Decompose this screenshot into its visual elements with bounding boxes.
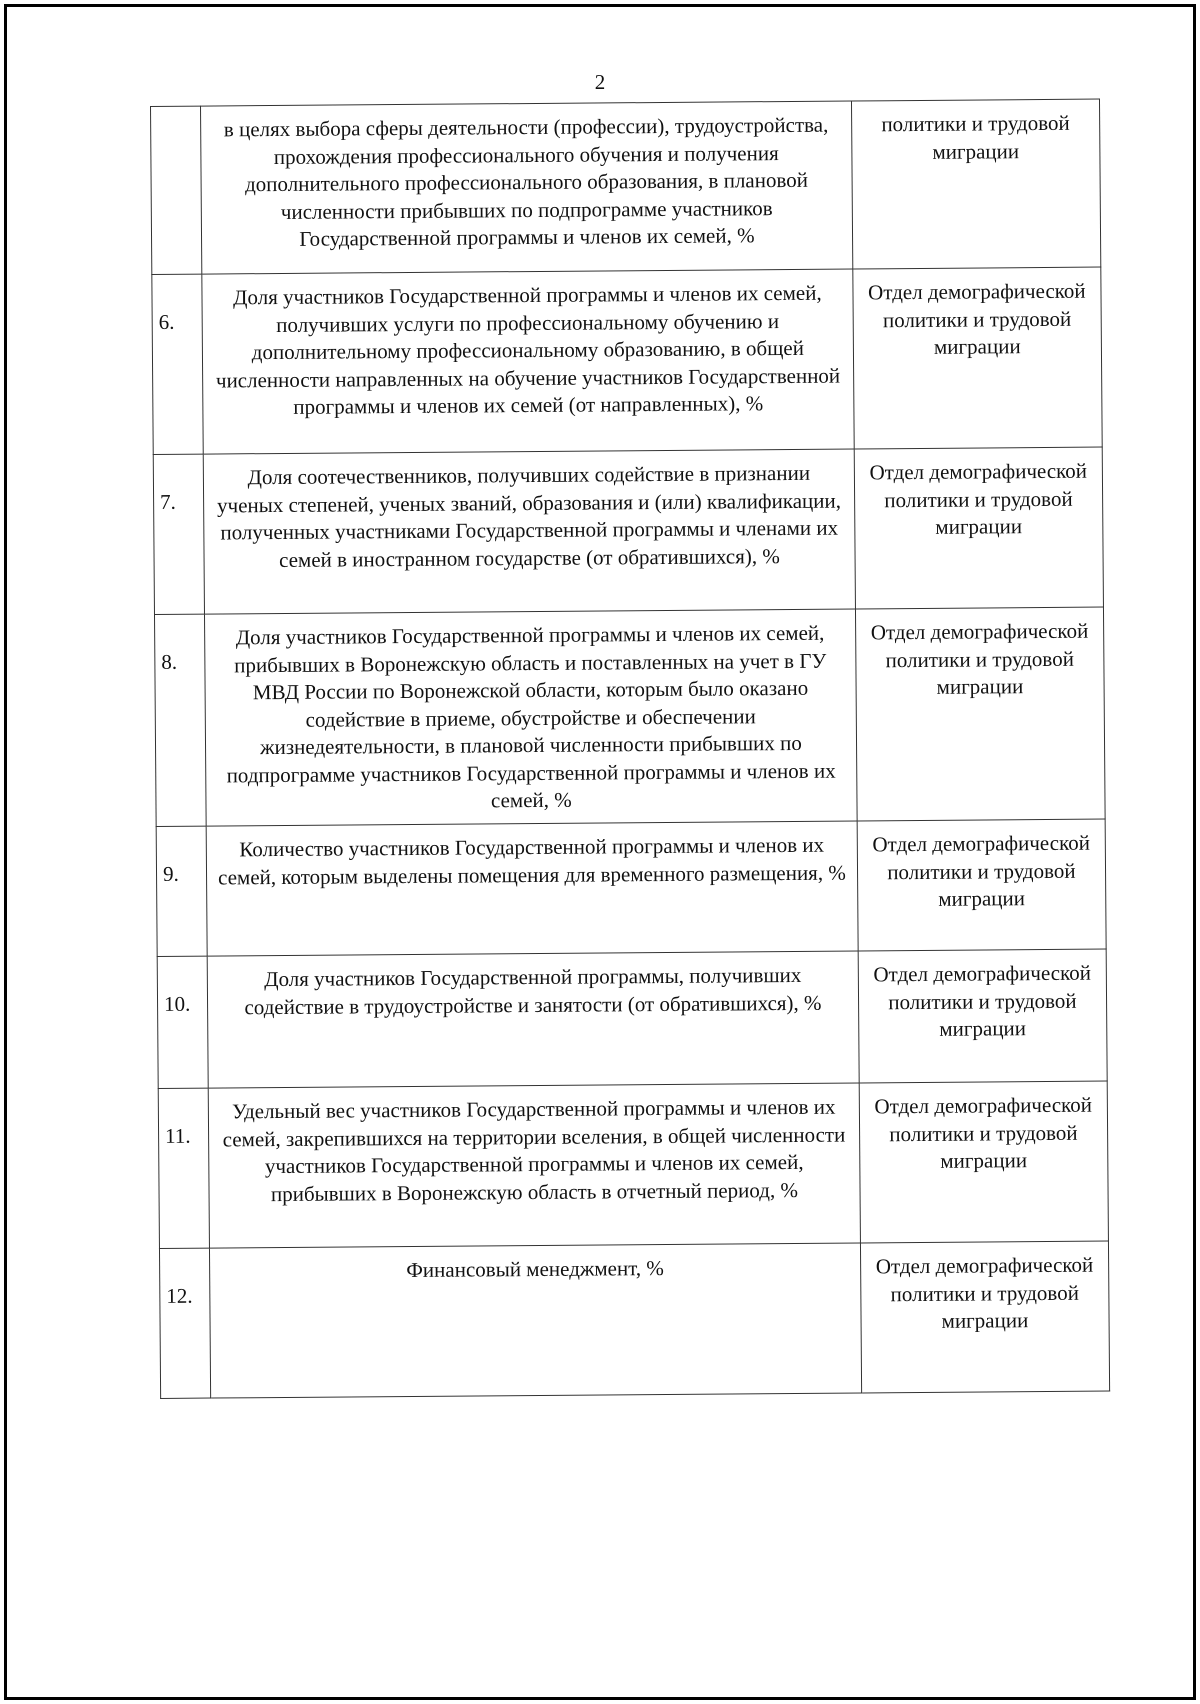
row-description: Количество участников Государственной программы и членов их семей, которым выделены помещения для временного размещения, %: [206, 821, 858, 956]
table-row: [152, 267, 1102, 454]
row-number: 7.: [153, 454, 204, 614]
row-description: Доля соотечественников, получивших содействие в признании ученых степеней, ученых званий, образования и (или) квалификации, полученных участниками Государственной программы и членами их семей в иностранном государстве (от обратившихся), %: [203, 449, 855, 614]
table-row: [158, 1081, 1108, 1248]
row-responsible: Отдел демографической политики и трудовой миграции: [853, 267, 1103, 449]
row-responsible: политики и трудовой миграции: [851, 99, 1101, 269]
table-row: [151, 99, 1101, 274]
table-row: [156, 819, 1106, 956]
indicators-table: [150, 99, 1110, 1399]
row-description: Удельный вес участников Государственной программы и членов их семей, закрепившихся на территории вселения, в общей численности участников Государственной программы и членов их семей, прибывших в Воронежскую область в отчетный период, %: [208, 1083, 860, 1248]
row-number: 10.: [157, 956, 208, 1088]
row-responsible: Отдел демографической политики и трудовой миграции: [855, 607, 1105, 821]
row-description: в целях выбора сферы деятельности (профессии), трудоустройства, прохождения профессионального обучения и получения дополнительного профессионального образования, в плановой численности прибывших по подпрограмме участников Государственной программы и членов их семей, %: [201, 101, 853, 274]
row-responsible: Отдел демографической политики и трудовой миграции: [858, 949, 1107, 1083]
row-number: 8.: [154, 614, 206, 826]
page-number: 2: [594, 70, 606, 94]
row-description: Доля участников Государственной программы и членов их семей, получивших услуги по профессиональному обучению и дополнительному профессиональному образованию, в общей численности направленных на обучение участников Государственной программы и членов их семей (от направленных), %: [202, 269, 854, 454]
row-description: Доля участников Государственной программы, получивших содействие в трудоустройстве и занятости (от обратившихся), %: [207, 951, 859, 1088]
row-responsible: Отдел демографической политики и трудовой миграции: [857, 819, 1106, 951]
row-number: 6.: [152, 274, 203, 454]
row-responsible: Отдел демографической политики и трудовой миграции: [854, 447, 1103, 609]
table-row: [153, 447, 1103, 614]
table-row: [157, 949, 1107, 1088]
table-row: [159, 1241, 1109, 1398]
row-number: 11.: [158, 1088, 209, 1248]
row-description: Доля участников Государственной программы и членов их семей, прибывших в Воронежскую область и поставленных на учет в ГУ МВД России по Воронежской области, которым было оказано содействие в приеме, обустройстве и обеспечении жизнедеятельности, в плановой численности прибывших по подпрограмме участников Государственной программы и членов их семей, %: [205, 609, 857, 826]
table-row: [154, 607, 1105, 826]
row-number: 12.: [159, 1248, 210, 1398]
row-number: 9.: [156, 826, 207, 956]
row-number: [151, 106, 202, 274]
row-description: Финансовый менеджмент, %: [210, 1243, 862, 1398]
row-responsible: Отдел демографической политики и трудовой миграции: [859, 1081, 1108, 1243]
row-responsible: Отдел демографической политики и трудовой миграции: [860, 1241, 1109, 1393]
